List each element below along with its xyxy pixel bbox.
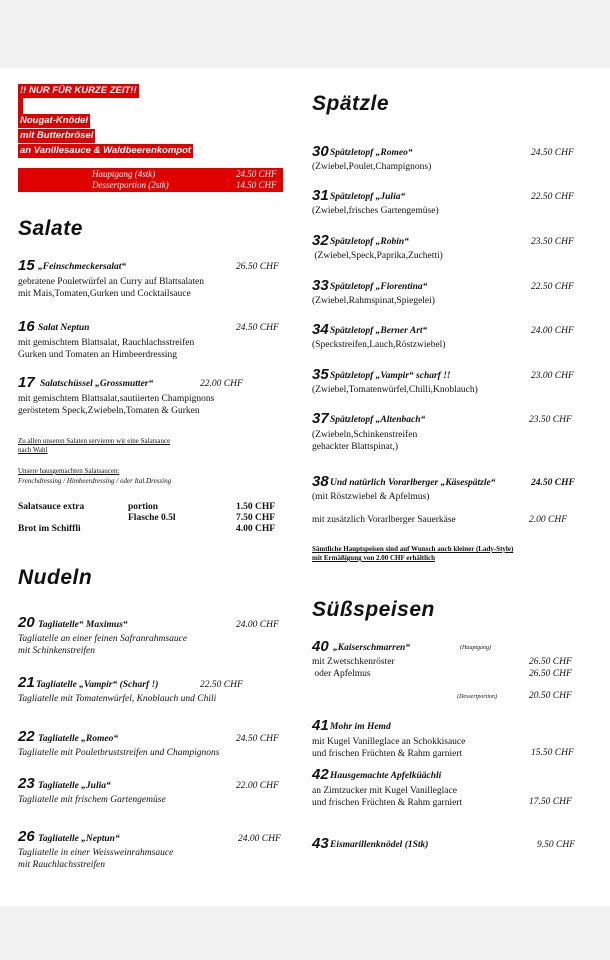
item-price: 24.00 CHF (236, 620, 279, 630)
item-number: 31 (312, 187, 329, 204)
item-option: oder Apfelmus (312, 669, 371, 679)
item-number: 20 (18, 614, 35, 631)
promo-row2-label: Dessertportion (2stk) (92, 180, 169, 190)
item-name: Hausgemachte Apfelküächli (330, 771, 442, 781)
item-number: 33 (312, 277, 329, 294)
item-description: mit Kugel Vanilleglace an Schokkisauce und frischen Früchten & Rahm garniert (312, 737, 466, 759)
item-tag: (Dessertportion) (457, 694, 497, 700)
item-description: Tagliatelle mit Pouletbruststreifen und Champignons (18, 748, 220, 758)
salad-sauces-title: Unsere hausgemachten Salatsaucen: (18, 467, 120, 475)
item-description: (Zwiebel,Poulet,Champignons) (312, 162, 432, 172)
item-name: Tagliatelle“ Maximus“ (38, 620, 128, 630)
kaesespaetzle-extra: mit zusätzlich Vorarlberger Sauerkäse (312, 515, 456, 525)
item-name: Spätzletopf „Berner Art“ (330, 326, 428, 336)
item-description: (Zwiebel,Speck,Paprika,Zuchetti) (312, 251, 443, 261)
item-description: gebratene Pouletwürfel an Curry auf Blattsalaten mit Mais,Tomaten,Gurken und Cocktailsauce (18, 277, 204, 299)
item-description: Tagliatelle in einer Weissweinrahmsauce mit Rauchlachsstreifen (18, 848, 174, 870)
item-price: 22.50 CHF (531, 192, 574, 202)
item-name: „Feinschmeckersalat“ (38, 262, 127, 272)
item-price: 23.00 CHF (531, 371, 574, 381)
extra-price: 1.50 CHF (236, 502, 276, 512)
item-number: 38 (312, 473, 329, 490)
item-name: Spätzletopf „Fiorentina“ (330, 282, 428, 292)
item-price: 17.50 CHF (529, 797, 572, 807)
item-price: 15.50 CHF (531, 748, 574, 758)
item-price: 22.00 CHF (236, 781, 279, 791)
item-description: (Zwiebel,Rahmspinat,Spiegelei) (312, 296, 435, 306)
item-name: Salat Neptun (38, 323, 90, 333)
extra-price: 4.00 CHF (236, 524, 276, 534)
item-price: 26.50 CHF (529, 669, 572, 679)
item-tag: (Hauptgang) (460, 645, 491, 651)
item-number: 35 (312, 366, 329, 383)
item-number: 41 (312, 717, 329, 734)
item-number: 30 (312, 143, 329, 160)
salate-heading: Salate (18, 217, 83, 240)
extra-sub: Flasche 0.5l (128, 513, 176, 523)
item-description: mit gemischtem Blattsalat,sautiierten Champignons geröstetem Speck,Zwiebeln,Tomaten & Gurken (18, 394, 215, 416)
item-description: Tagliatelle an einer feinen Safranrahmsauce mit Schinkenstreifen (18, 634, 188, 656)
promo-divider (18, 98, 23, 114)
item-name: Spätzletopf „Robin“ (330, 237, 409, 247)
extra-price: 7.50 CHF (236, 513, 276, 523)
promo-row1-price: 24.50 CHF (236, 169, 277, 179)
item-price: 24.50 CHF (531, 478, 575, 488)
extra-label: Brot im Schiffli (18, 524, 81, 534)
item-description: (Zwiebel,frisches Gartengemüse) (312, 206, 439, 216)
item-price: 22.00 CHF (200, 379, 243, 389)
item-name: Tagliatelle „Neptun“ (38, 834, 120, 844)
salad-sauces-list: Frenchdressing / Himbeerdressing / oder Ital.Dressing (18, 477, 172, 485)
item-price: 26.50 CHF (529, 657, 572, 667)
item-price: 23.50 CHF (531, 237, 574, 247)
item-description: (Zwiebeln,Schinkenstreifen gehackter Blattspinat,) (312, 430, 418, 452)
item-name: Tagliatelle „Julia“ (38, 781, 111, 791)
item-option: mit Zwetschkenröster (312, 657, 395, 667)
item-price: 24.50 CHF (531, 148, 574, 158)
item-name: Mohr im Hemd (330, 722, 391, 732)
item-price: 22.50 CHF (531, 282, 574, 292)
extra-sub: portion (128, 502, 159, 512)
item-description: an Zimtzucker mit Kugel Vanilleglace und frischen Früchten & Rahm garniert (312, 786, 463, 808)
item-price: 24.00 CHF (238, 834, 281, 844)
item-number: 21 (18, 674, 35, 691)
promo-line-3: an Vanillesauce & Waldbeerenkompot (20, 145, 192, 156)
item-number: 32 (312, 232, 329, 249)
lady-style-note: Sämtliche Hauptspeisen sind auf Wunsch auch kleiner (Lady-Style) mit Ermäßigung von 2.00 CHF erhältlich (312, 545, 514, 562)
item-number: 43 (312, 835, 329, 852)
item-description: Tagliatelle mit frischem Gartengemüse (18, 795, 166, 805)
item-price: 24.50 CHF (236, 323, 279, 333)
item-number: 37 (312, 410, 329, 427)
item-price: 26.50 CHF (236, 262, 279, 272)
suess-heading: Süßspeisen (312, 598, 435, 621)
item-price: 24.00 CHF (531, 326, 574, 336)
promo-row2-price: 14.50 CHF (236, 180, 277, 190)
item-name: Salatschüssel „Grossmutter“ (40, 379, 154, 389)
spaetzle-heading: Spätzle (312, 92, 390, 115)
item-description: (Speckstreifen,Lauch,Röstzwiebel) (312, 340, 446, 350)
item-name: Und natürlich Vorarlberger „Käsespätzle“ (330, 478, 496, 488)
item-description: (Zwiebel,Tomatenwürfel,Chilli,Knoblauch) (312, 385, 478, 395)
item-description: Tagliatelle mit Tomatenwürfel, Knoblauch und Chili (18, 694, 217, 704)
item-price: 24.50 CHF (236, 734, 279, 744)
item-number: 40 (312, 638, 329, 655)
item-price: 9.50 CHF (537, 840, 575, 850)
item-number: 22 (18, 728, 35, 745)
item-name: Spätzletopf „Altenbach“ (330, 415, 426, 425)
item-price: 22.50 CHF (200, 680, 243, 690)
promo-line-2: mit Butterbrösel (20, 130, 94, 141)
extra-label: Salatsauce extra (18, 502, 85, 512)
item-number: 26 (18, 828, 35, 845)
item-number: 34 (312, 321, 329, 338)
item-number: 17 (18, 374, 35, 391)
item-name: Tagliatelle „Vampir“ (Scharf !) (36, 680, 159, 690)
item-name: Spätzletopf „Romeo“ (330, 148, 413, 158)
item-name: Spätzletopf „Julia“ (330, 192, 406, 202)
item-number: 16 (18, 318, 35, 335)
item-name: Tagliatelle „Romeo“ (38, 734, 119, 744)
item-price: 23.50 CHF (529, 415, 572, 425)
item-name: Spätzletopf „Vampir“ scharf !! (330, 371, 451, 381)
nudeln-heading: Nudeln (18, 566, 93, 589)
promo-title: !! NUR FÜR KURZE ZEIT!! (20, 85, 137, 96)
item-description: (mit Röstzwiebel & Apfelmus) (312, 492, 430, 502)
item-name: „Kaiserschmarren“ (333, 643, 411, 653)
item-price: 20.50 CHF (529, 691, 572, 701)
promo-row1-label: Hauptgang (4stk) (92, 169, 156, 179)
promo-line-1: Nougat-Knödel (20, 115, 89, 126)
item-number: 23 (18, 775, 35, 792)
salad-sauce-note: Zu allen unseren Salaten servieren wir eine Salatsauce nach Wahl (18, 437, 171, 454)
kaesespaetzle-extra-price: 2.00 CHF (529, 515, 567, 525)
item-description: mit gemischtem Blattsalat, Rauchlachsstreifen Gurken und Tomaten an Himbeerdressing (18, 338, 195, 360)
item-number: 42 (312, 766, 329, 783)
item-name: Eismarillenknödel (1Stk) (330, 840, 429, 850)
item-number: 15 (18, 257, 35, 274)
